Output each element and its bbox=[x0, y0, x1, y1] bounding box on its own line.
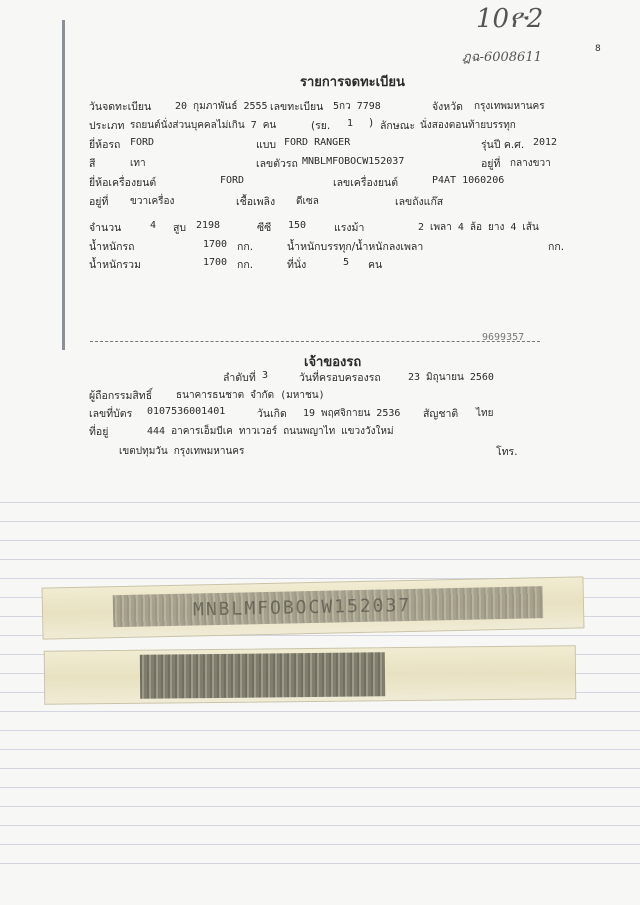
style-label: ลักษณะ bbox=[380, 120, 416, 132]
total-label: น้ำหนักรวม bbox=[89, 259, 141, 271]
cyl-value: 4 bbox=[150, 220, 157, 231]
reg-no-value: 5กว 7798 bbox=[333, 101, 381, 112]
nation-label: สัญชาติ bbox=[423, 408, 459, 420]
dotted-tail-number: 9699357 bbox=[482, 332, 525, 343]
province-label: จังหวัด bbox=[432, 101, 463, 113]
engine-no-value: P4AT 1060206 bbox=[432, 175, 505, 186]
phone-label: โทร. bbox=[496, 446, 518, 458]
cc-label: ซีซี bbox=[257, 222, 272, 234]
engine-brand-value: FORD bbox=[220, 175, 245, 186]
weight-unit: กก. bbox=[237, 241, 254, 253]
color-label: สี bbox=[89, 158, 96, 170]
brand-label: ยี่ห้อรถ bbox=[89, 139, 121, 151]
fuel-label: เชื้อเพลิง bbox=[236, 196, 276, 208]
code-value: 1 bbox=[347, 118, 354, 129]
order-label: ลำดับที่ bbox=[223, 372, 256, 384]
weight-label: น้ำหนักรถ bbox=[89, 241, 135, 253]
brand-value: FORD bbox=[130, 137, 155, 148]
seats-unit: คน bbox=[368, 259, 383, 271]
vin-tape-text: MNBLMFOBOCW152037 bbox=[192, 594, 412, 621]
year-label: รุ่นปี ค.ศ. bbox=[481, 139, 525, 151]
reg-date-label: วันจดทะเบียน bbox=[89, 101, 152, 113]
birth-label: วันเกิด bbox=[257, 408, 287, 420]
code-label: (รย. bbox=[311, 120, 331, 132]
address-line1: 444 อาคารเอ็มบีเค ทาวเวอร์ ถนนพญาไท แขวงวังใหม่ bbox=[147, 426, 394, 437]
axles-value: 2 เพลา 4 ล้อ ยาง 4 เส้น bbox=[418, 222, 539, 233]
address-label: ที่อยู่ bbox=[89, 426, 109, 438]
hp-value: 150 bbox=[288, 220, 307, 231]
possess-date-value: 23 มิถุนายน 2560 bbox=[408, 372, 494, 383]
color-value: เทา bbox=[130, 158, 146, 169]
vin-loc-label: อยู่ที่ bbox=[481, 158, 501, 170]
vin-tape-lower bbox=[44, 645, 577, 705]
engine-loc-value: ขวาเครื่อง bbox=[130, 196, 175, 207]
address-line2: เขตปทุมวัน กรุงเทพมหานคร bbox=[119, 446, 245, 457]
gas-label: เลขถังแก๊ส bbox=[395, 196, 444, 208]
total-value: 1700 bbox=[203, 257, 228, 268]
fuel-value: ดีเซล bbox=[296, 196, 319, 207]
vin-loc-value: กลางขวา bbox=[510, 158, 551, 169]
handwritten-code: ฎฉ-6008611 bbox=[462, 50, 542, 65]
code-close: ) bbox=[369, 117, 374, 129]
margin-line bbox=[62, 20, 65, 350]
reg-no-label: เลขทะเบียน bbox=[270, 101, 324, 113]
load-label: น้ำหนักบรรทุก/น้ำหนักลงเพลา bbox=[287, 241, 424, 253]
vin-label: เลขตัวรถ bbox=[256, 158, 298, 170]
possess-label: วันที่ครอบครองรถ bbox=[299, 372, 381, 384]
seats-label: ที่นั่ง bbox=[287, 259, 307, 271]
model-value: FORD RANGER bbox=[284, 137, 351, 148]
type-label: ประเภท bbox=[89, 120, 125, 132]
owner-title: เจ้าของรถ bbox=[304, 355, 362, 370]
type-value: รถยนต์นั่งส่วนบุคคลไม่เกิน 7 คน bbox=[130, 120, 277, 131]
page-number: 8 bbox=[595, 44, 601, 54]
holder-value: ธนาคารธนชาต จำกัด (มหาชน) bbox=[176, 390, 325, 401]
id-value: 0107536001401 bbox=[147, 406, 226, 417]
seats-value: 5 bbox=[343, 257, 350, 268]
reg-date-value: 20 กุมภาพันธ์ 2555 bbox=[175, 101, 268, 112]
province-value: กรุงเทพมหานคร bbox=[474, 101, 545, 112]
birth-value: 19 พฤศจิกายน 2536 bbox=[303, 408, 401, 419]
style-value: นั่งสองตอนท้ายบรรทุก bbox=[420, 120, 516, 131]
weight-value: 1700 bbox=[203, 239, 228, 250]
year-value: 2012 bbox=[533, 137, 558, 148]
handwritten-number: 10ዮ2 bbox=[476, 4, 544, 34]
cyl-label: จำนวน bbox=[89, 222, 122, 234]
engine-no-label: เลขเครื่องยนต์ bbox=[333, 177, 399, 189]
vin-value: MNBLMFOBOCW152037 bbox=[302, 156, 405, 167]
hp-label: แรงม้า bbox=[334, 222, 365, 234]
order-value: 3 bbox=[262, 370, 269, 381]
load-unit: กก. bbox=[548, 241, 565, 253]
engine-loc-label: อยู่ที่ bbox=[89, 196, 109, 208]
holder-label: ผู้ถือกรรมสิทธิ์ bbox=[89, 390, 153, 402]
cc-value: 2198 bbox=[196, 220, 221, 231]
engine-brand-label: ยี่ห้อเครื่องยนต์ bbox=[89, 177, 157, 189]
registration-title: รายการจดทะเบียน bbox=[300, 75, 405, 90]
nation-value: ไทย bbox=[476, 408, 494, 419]
vin-tape-upper bbox=[42, 576, 585, 639]
id-label: เลขที่บัตร bbox=[89, 408, 133, 420]
cyl-unit: สูบ bbox=[173, 222, 187, 234]
model-label: แบบ bbox=[256, 139, 277, 151]
dotted-divider bbox=[90, 341, 540, 342]
total-unit: กก. bbox=[237, 259, 254, 271]
